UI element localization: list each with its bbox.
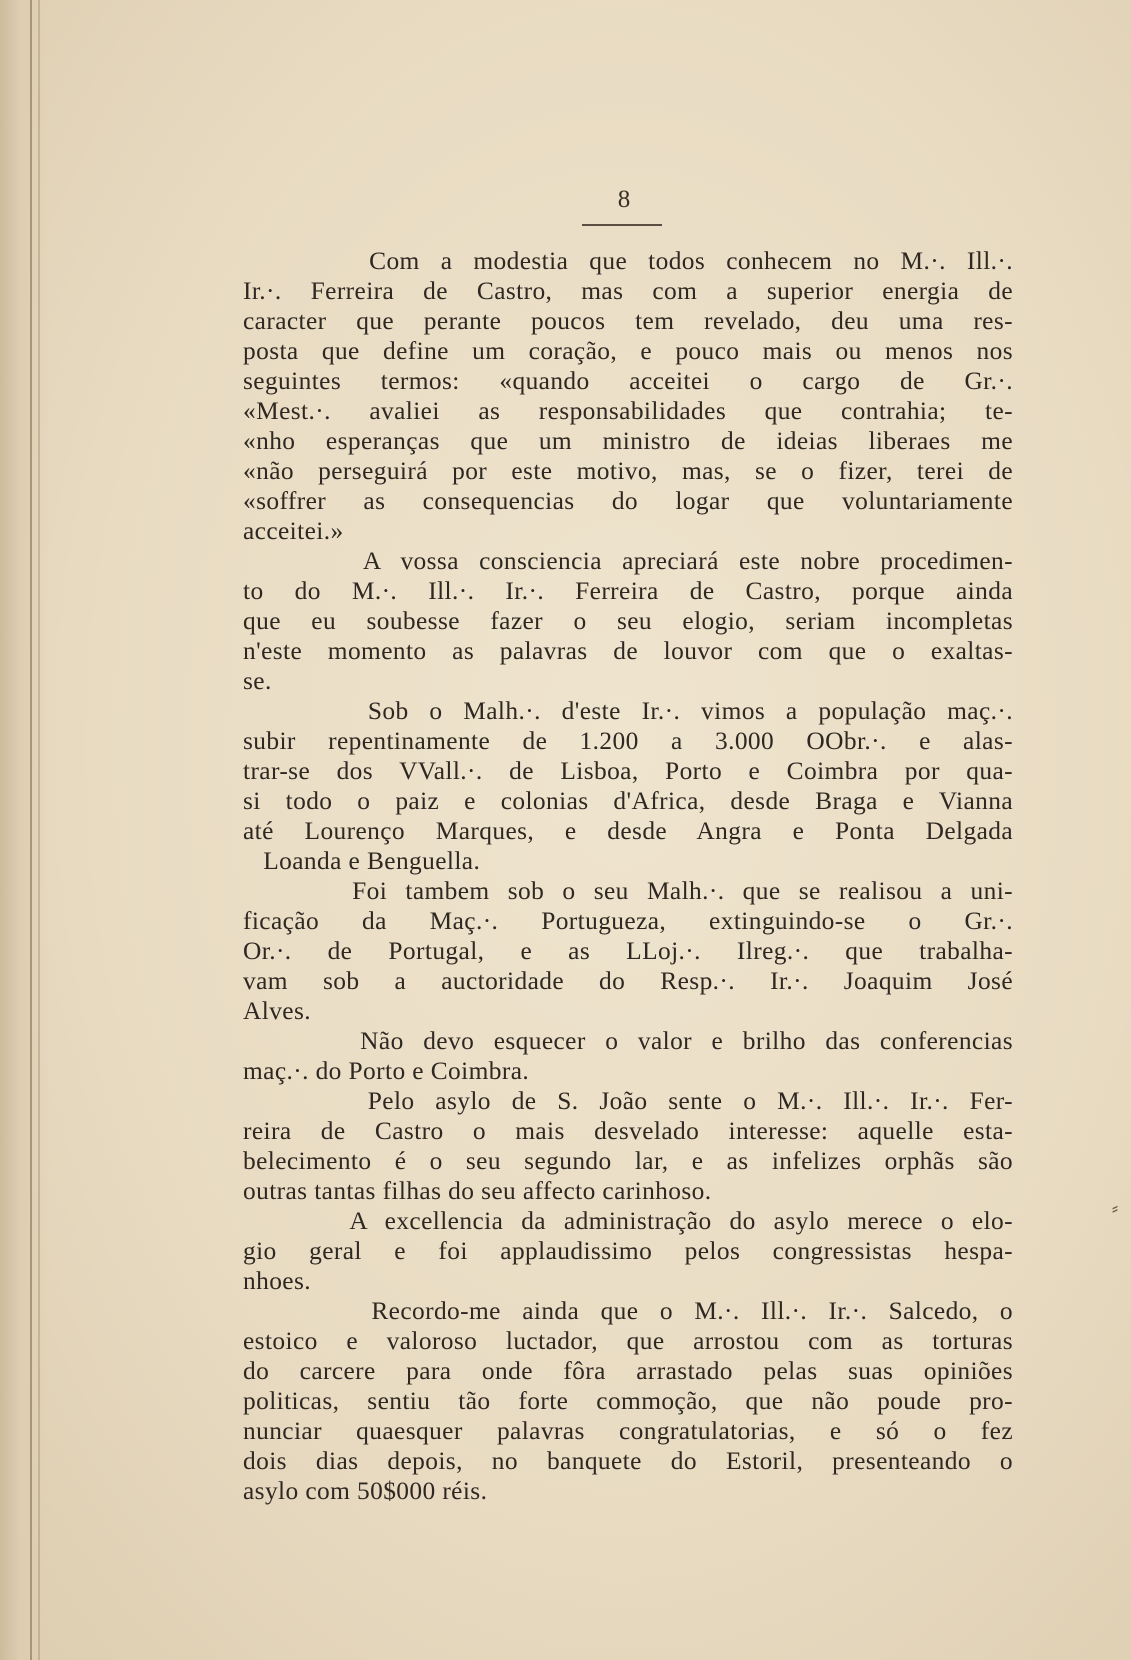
paragraph [243,1296,1013,1506]
text-line: acceitei.» [243,517,344,545]
text-line: nhoes. [243,1267,311,1295]
paragraph [243,696,1013,876]
paragraph [243,1026,1013,1086]
text-line: Com a modestia que todos conhecem no M.·. Ill.·. [243,247,1013,275]
text-line: Ir.·. Ferreira de Castro, mas com a superior energia de [243,277,1013,305]
margin-mark-icon: ⸗ [1112,1198,1118,1219]
text-line: to do M.·. Ill.·. Ir.·. Ferreira de Castro, porque ainda [243,577,1013,605]
text-line: maç.·. do Porto e Coimbra. [243,1057,530,1085]
text-line: si todo o paiz e colonias d'Africa, desde Braga e Vianna [243,787,1013,815]
text-line: Não devo esquecer o valor e brilho das conferencias [243,1027,1013,1055]
text-line: trar-se dos VVall.·. de Lisboa, Porto e Coimbra por qua- [243,757,1013,785]
text-line: gio geral e foi applaudissimo pelos congressistas hespa- [243,1237,1013,1265]
text-line: Pelo asylo de S. João sente o M.·. Ill.·. Ir.·. Fer- [243,1087,1013,1115]
text-line: Alves. [243,997,311,1025]
text-line: que eu soubesse fazer o seu elogio, seriam incompletas [243,607,1013,635]
text-line: «Mest.·. avaliei as responsabilidades que contrahia; te- [243,397,1013,425]
text-line: ficação da Maç.·. Portugueza, extinguindo-se o Gr.·. [243,907,1013,935]
text-line: asylo com 50$000 réis. [243,1477,488,1505]
text-line: caracter que perante poucos tem revelado, deu uma res- [243,307,1013,335]
text-line: reira de Castro o mais desvelado interesse: aquelle esta- [243,1117,1013,1145]
paragraph [243,246,1013,546]
text-line: posta que define um coração, e pouco mais ou menos nos [243,337,1013,365]
text-line: nunciar quaesquer palavras congratulatorias, e só o fez [243,1417,1013,1445]
paragraph [243,546,1013,696]
text-line: Loanda e Benguella. [243,847,481,875]
text-line: politicas, sentiu tão forte commoção, que não poude pro- [243,1387,1013,1415]
text-line: vam sob a auctoridade do Resp.·. Ir.·. Joaquim José [243,967,1013,995]
book-binding-shadow [0,0,48,1660]
text-line: n'este momento as palavras de louvor com que o exaltas- [243,637,1013,665]
text-line: A excellencia da administração do asylo merece o elo- [243,1207,1013,1235]
text-line: A vossa consciencia apreciará este nobre procedimen- [243,547,1013,575]
text-line: se. [243,667,272,695]
paragraph [243,876,1013,1026]
text-line: do carcere para onde fôra arrastado pelas suas opiniões [243,1357,1013,1385]
text-line: seguintes termos: «quando acceitei o cargo de Gr.·. [243,367,1013,395]
text-line: Or.·. de Portugal, e as LLoj.·. Ilreg.·. que trabalha- [243,937,1013,965]
text-line: Recordo-me ainda que o M.·. Ill.·. Ir.·. Salcedo, o [243,1297,1013,1325]
binding-edge-line [30,0,32,1660]
text-line: «soffrer as consequencias do logar que voluntariamente [243,487,1013,515]
paragraph [243,1206,1013,1296]
text-line: belecimento é o seu segundo lar, e as infelizes orphãs são [243,1147,1013,1175]
text-line: Sob o Malh.·. d'este Ir.·. vimos a população maç.·. [243,697,1013,725]
text-line: «nho esperanças que um ministro de ideias liberaes me [243,427,1013,455]
text-line: outras tantas filhas do seu affecto carinhoso. [243,1177,712,1205]
text-line: estoico e valoroso luctador, que arrostou com as torturas [243,1327,1013,1355]
body-text [243,246,1013,1506]
page-number: 8 [617,186,631,213]
text-line: dois dias depois, no banquete do Estoril, presenteando o [243,1447,1013,1475]
page-number-rule [582,224,662,226]
text-line: «não perseguirá por este motivo, mas, se o fizer, terei de [243,457,1013,485]
binding-edge-line [38,0,40,1660]
text-line: Foi tambem sob o seu Malh.·. que se realisou a uni- [243,877,1013,905]
paragraph [243,1086,1013,1206]
text-line: até Lourenço Marques, e desde Angra e Ponta Delgada [243,817,1013,845]
text-line: subir repentinamente de 1.200 a 3.000 OObr.·. e alas- [243,727,1013,755]
